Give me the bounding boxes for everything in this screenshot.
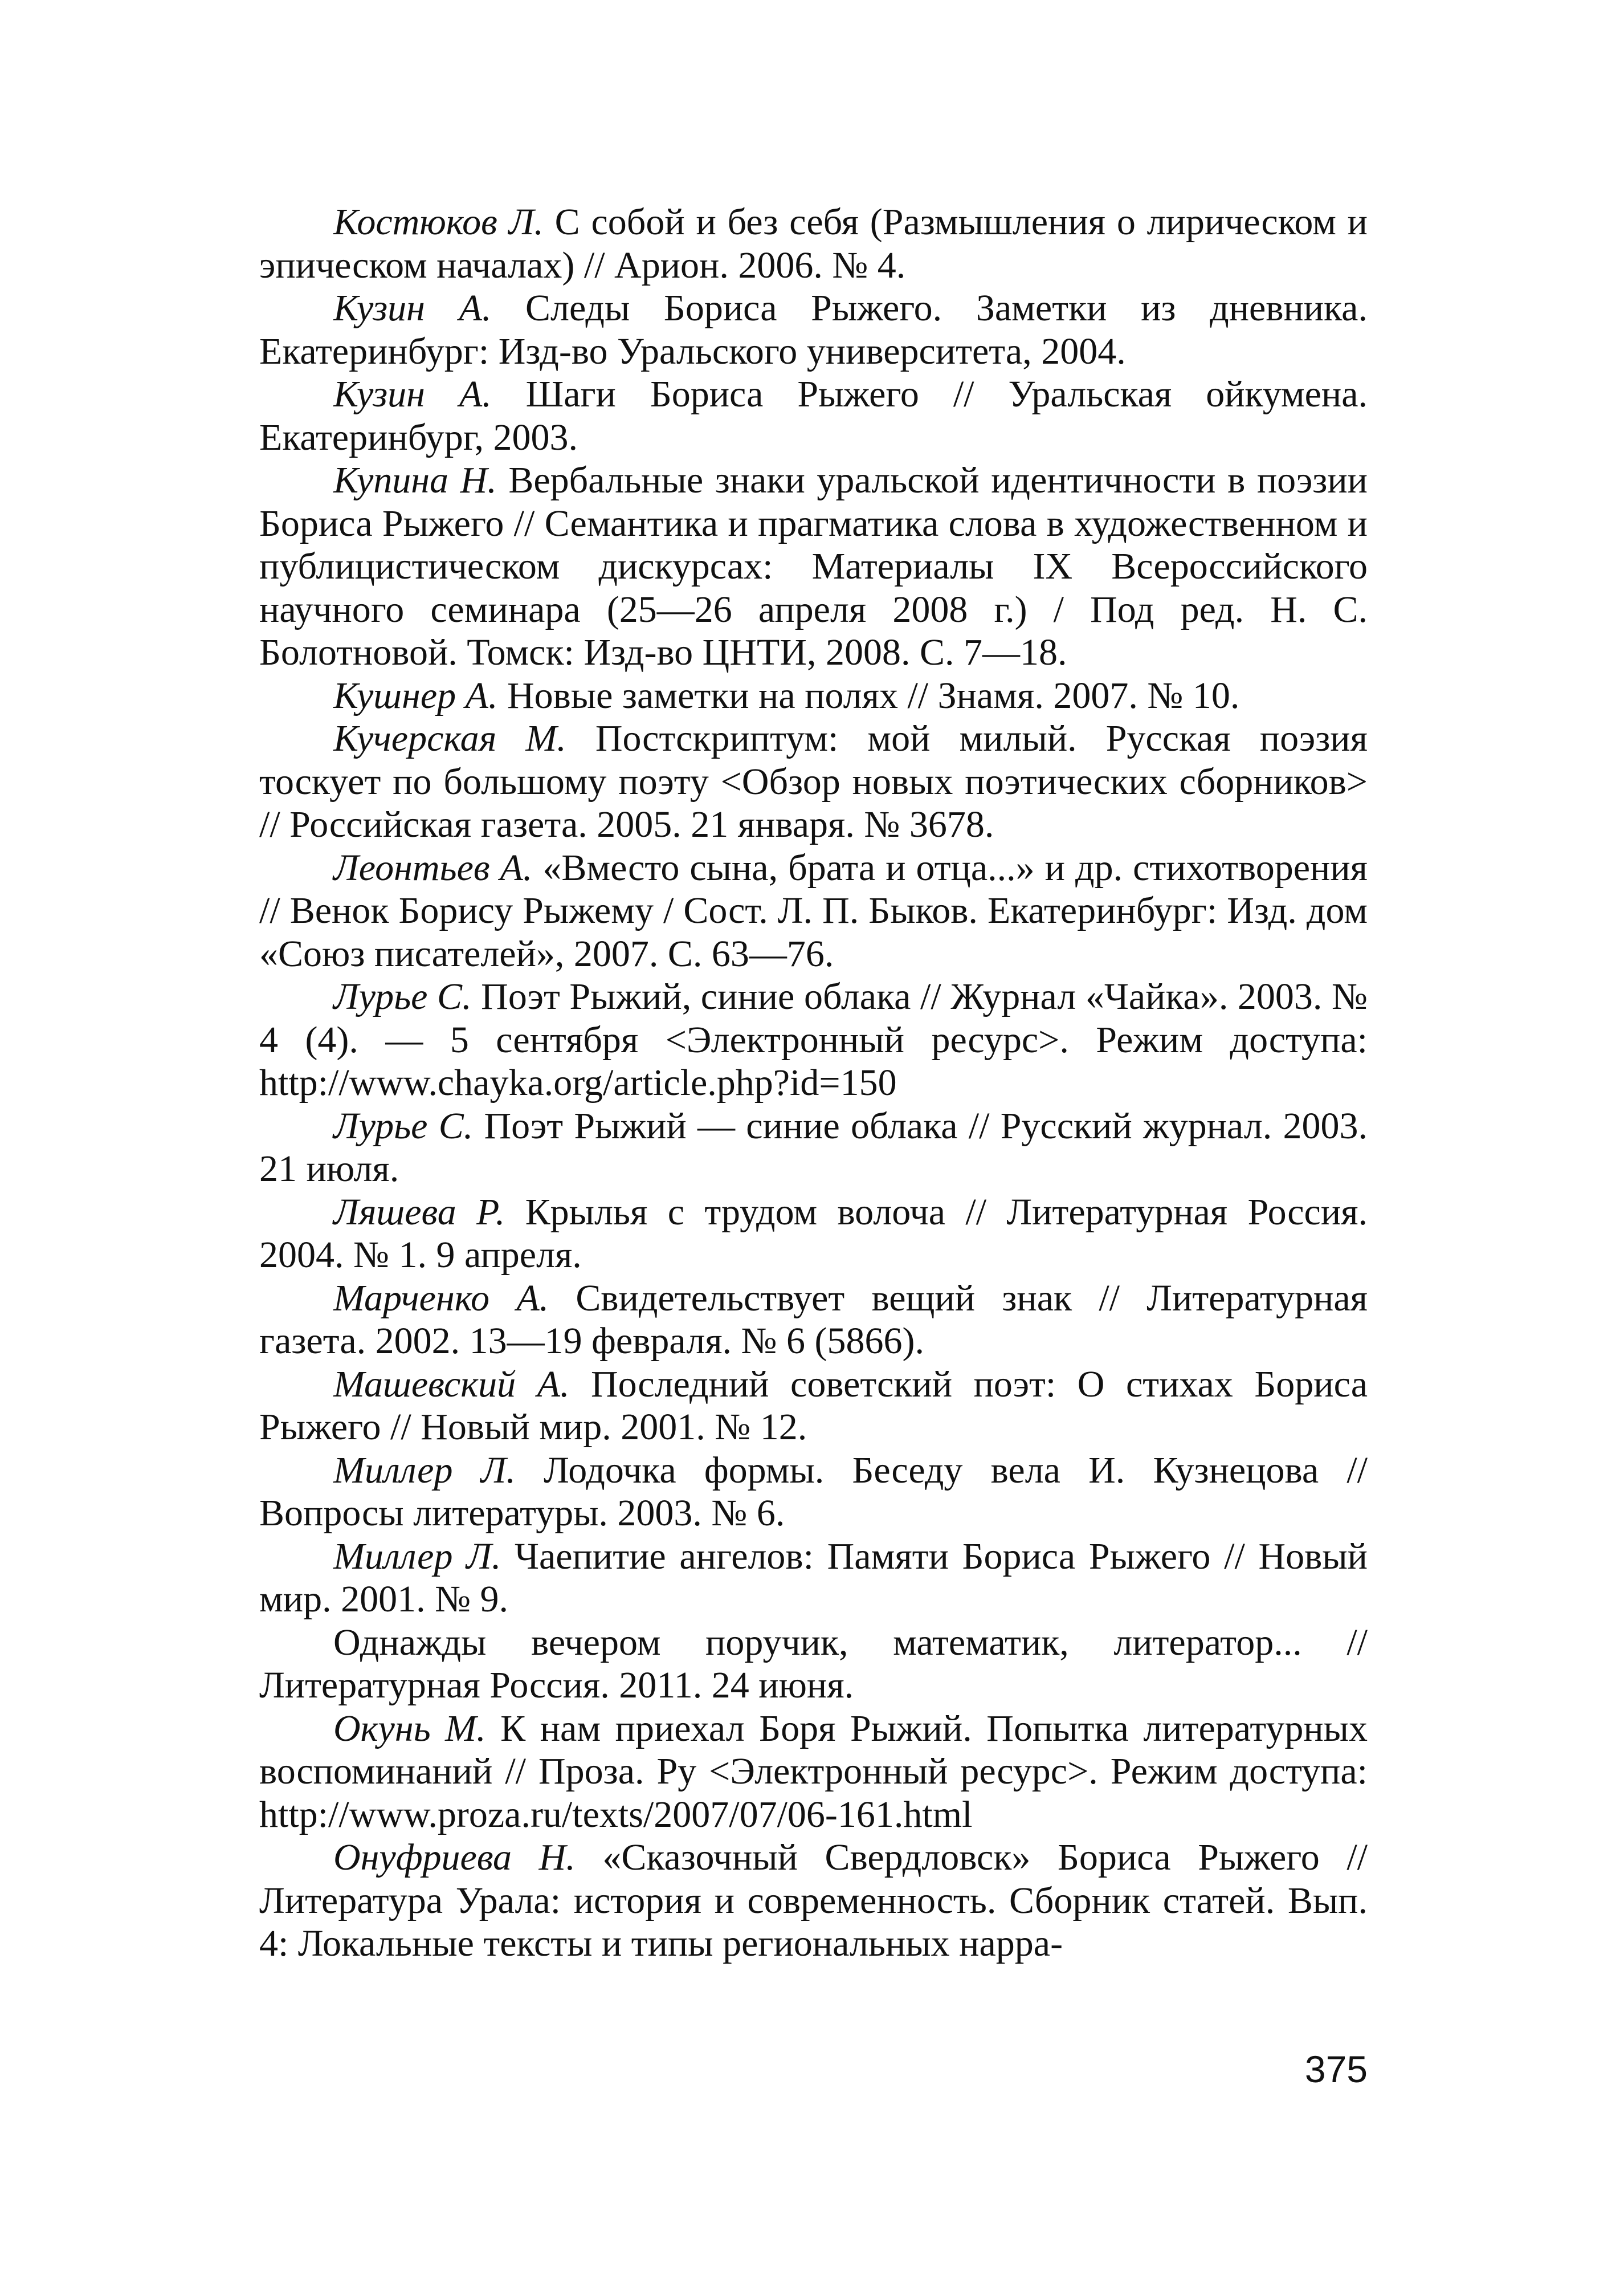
entry-author: Окунь М. [333, 1707, 486, 1749]
entry-text: «Вместо сына, брата и отца...» и др. стихотворения // Венок Борису Рыжему / Сост. Л. П. Быков. Екатеринбург: Изд. дом «Союз писателей», 2007. С. 63—76. [259, 846, 1368, 975]
page-number: 375 [1304, 2048, 1368, 2090]
entry-author: Ляшева Р. [333, 1191, 505, 1233]
entry-author: Купина Н. [333, 459, 497, 501]
entry-author: Костюков Л. [333, 201, 544, 243]
bibliography-entry [259, 846, 1368, 976]
entry-text: Новые заметки на полях // Знамя. 2007. № 10. [497, 674, 1240, 716]
entry-text: Лодочка формы. Беседу вела И. Кузнецова // Вопросы литературы. 2003. № 6. [259, 1449, 1368, 1534]
entry-author: Лурье С. [333, 976, 472, 1017]
entry-author: Онуфриева Н. [333, 1837, 576, 1878]
bibliography-entry [259, 717, 1368, 846]
entry-text: Однажды вечером поручик, математик, литератор... // Литературная Россия. 2011. 24 июня. [259, 1621, 1368, 1706]
bibliography-entry [259, 459, 1368, 674]
entry-text: К нам приехал Боря Рыжий. Попытка литературных воспоминаний // Проза. Ру <Электронный ресурс>. Режим доступа: http://www.proza.ru/texts/2007/07/06-161.html [259, 1707, 1368, 1835]
entry-text: Поэт Рыжий, синие облака // Журнал «Чайка». 2003. № 4 (4). — 5 сентября <Электронный ресурс>. Режим доступа: http://www.chayka.org/article.php?id=150 [259, 976, 1368, 1104]
entry-author: Машевский А. [333, 1363, 570, 1405]
bibliography-entry [259, 674, 1368, 718]
bibliography-entry [259, 287, 1368, 373]
entry-text: Последний советский поэт: О стихах Бориса Рыжего // Новый мир. 2001. № 12. [259, 1363, 1368, 1448]
entry-author: Лурье С. [333, 1105, 474, 1147]
entry-author: Кучерская М. [333, 718, 566, 759]
bibliography-entry [259, 1836, 1368, 1965]
bibliography-entry [259, 1535, 1368, 1621]
entry-text: Следы Бориса Рыжего. Заметки из дневника. Екатеринбург: Изд-во Уральского университета, 2004. [259, 287, 1368, 372]
bibliography-entry [259, 975, 1368, 1105]
entry-text: Шаги Бориса Рыжего // Уральская ойкумена. Екатеринбург, 2003. [259, 373, 1368, 458]
entry-text: Свидетельствует вещий знак // Литературная газета. 2002. 13—19 февраля. № 6 (5866). [259, 1277, 1368, 1362]
bibliography-entry [259, 373, 1368, 459]
bibliography-entry [259, 201, 1368, 287]
entry-text: Крылья с трудом волоча // Литературная Россия. 2004. № 1. 9 апреля. [259, 1191, 1368, 1276]
bibliography-entry [259, 1363, 1368, 1449]
bibliography-list [259, 201, 1368, 1965]
bibliography-entry [259, 1707, 1368, 1837]
bibliography-entry [259, 1621, 1368, 1707]
entry-text: Поэт Рыжий — синие облака // Русский журнал. 2003. 21 июля. [259, 1105, 1368, 1190]
bibliography-entry [259, 1449, 1368, 1535]
entry-text: «Сказочный Свердловск» Бориса Рыжего // Литература Урала: история и современность. Сборник статей. Вып. 4: Локальные тексты и типы региональных нарра- [259, 1837, 1368, 1964]
entry-text: Вербальные знаки уральской идентичности в поэзии Бориса Рыжего // Семантика и прагматика слова в художественном и публицистическом дискурсах: Материалы IX Всероссийского научного семинара (25—26 апреля 2008 г.) / Под ред. Н. С. Болотновой. Томск: Изд-во ЦНТИ, 2008. С. 7—18. [259, 459, 1368, 673]
entry-text: Постскриптум: мой милый. Русская поэзия тоскует по большому поэту <Обзор новых поэтических сборников> // Российская газета. 2005. 21 января. № 3678. [259, 718, 1368, 845]
entry-author: Леонтьев А. [333, 846, 533, 889]
entry-author: Марченко А. [333, 1277, 549, 1319]
entry-author: Миллер Л. [333, 1535, 501, 1577]
bibliography-entry [259, 1277, 1368, 1363]
entry-author: Кушнер А. [333, 674, 498, 716]
entry-author: Кузин А. [333, 287, 492, 329]
entry-text: Чаепитие ангелов: Памяти Бориса Рыжего // Новый мир. 2001. № 9. [259, 1535, 1368, 1620]
entry-author: Миллер Л. [333, 1449, 516, 1491]
entry-author: Кузин А. [333, 373, 492, 415]
bibliography-entry [259, 1105, 1368, 1191]
entry-text: С собой и без себя (Размышления о лирическом и эпическом началах) // Арион. 2006. № 4. [259, 201, 1368, 286]
bibliography-entry [259, 1191, 1368, 1277]
